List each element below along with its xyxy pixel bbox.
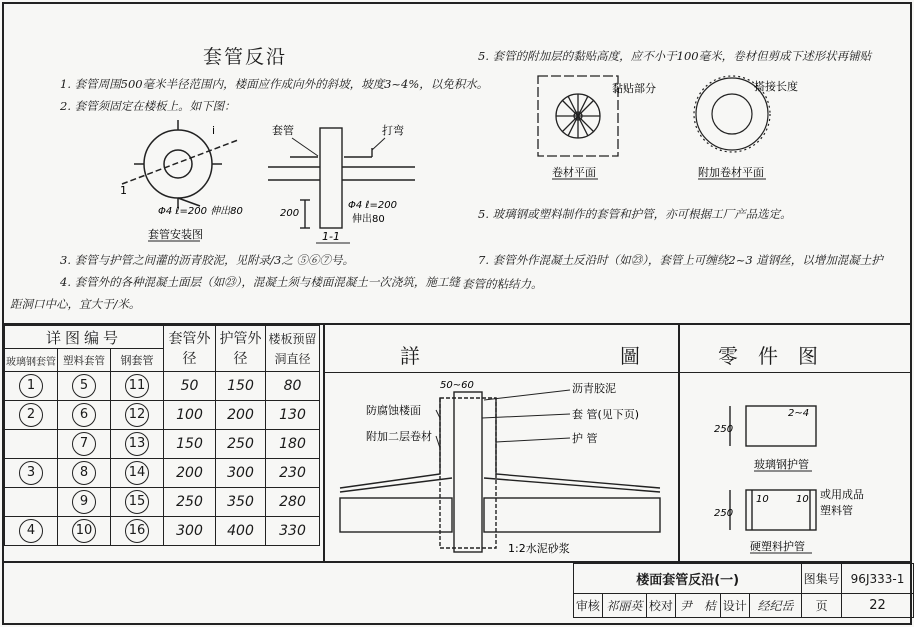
dim-10-b: 10	[796, 494, 809, 505]
fig-caption-install: 套管安装图	[148, 228, 203, 241]
plastic-no: 8	[72, 461, 96, 485]
bar-label-b: Φ4 ℓ=200	[348, 200, 398, 211]
plastic-no: 7	[72, 432, 96, 456]
steel-no: 15	[125, 490, 149, 514]
detail-section-drawing	[330, 378, 675, 558]
frp-no: 3	[19, 461, 43, 485]
table-row	[5, 488, 320, 517]
frp-no: 2	[19, 403, 43, 427]
sleeve-od: 200	[164, 459, 216, 488]
detail-guard: 护 管	[572, 432, 598, 445]
membrane-plan-figures	[520, 62, 820, 188]
sleeve-plan-drawing	[122, 120, 238, 208]
label-sleeve: 套管	[272, 124, 294, 137]
plastic-pipe: 塑料管	[820, 504, 853, 517]
note-7: 7. 套管外作混凝土反沿时（如㉓），套管上可缠绕2~3 道钢丝，以增加混凝土护	[478, 253, 883, 267]
title-block	[573, 563, 914, 618]
frp-empty	[5, 488, 58, 517]
detail-anticorrosion: 防腐蚀楼面	[366, 404, 421, 417]
dim-250-b: 250	[714, 508, 734, 519]
atlas-label: 图集号	[802, 564, 842, 594]
th-frp: 玻璃钢套管	[5, 349, 58, 372]
bar-label-b2: 伸出80	[352, 214, 385, 225]
detail-asphalt: 沥青胶泥	[572, 382, 616, 395]
page-label: 页	[802, 594, 842, 618]
hole-dia: 80	[266, 372, 320, 401]
sec-mark-a: i	[212, 124, 216, 137]
sleeve-install-figures	[100, 112, 470, 247]
sleeve-od: 50	[164, 372, 216, 401]
sleeve-od: 150	[164, 430, 216, 459]
section-caption: 1-1	[322, 230, 340, 243]
dim-250-a: 250	[714, 424, 734, 435]
add-roll-plan-caption: 附加卷材平面	[698, 166, 764, 179]
steel-no: 13	[125, 432, 149, 456]
label-bend: 打弯	[382, 124, 404, 137]
th-detail-no: 详图编号	[5, 326, 164, 349]
hole-dia: 130	[266, 401, 320, 430]
review-name: 祁丽英	[602, 594, 646, 618]
dim-200: 200	[280, 208, 300, 219]
plastic-no: 10	[72, 519, 96, 543]
frp-no: 4	[19, 519, 43, 543]
sleeve-od: 300	[164, 517, 216, 546]
label-overlap: 搭接长度	[754, 80, 798, 93]
hole-dia: 330	[266, 517, 320, 546]
plastic-no: 5	[72, 374, 96, 398]
page-no: 22	[842, 594, 914, 618]
detail-spec-table	[4, 325, 320, 546]
frp-empty	[5, 430, 58, 459]
guard-od: 300	[216, 459, 266, 488]
steel-no: 16	[125, 519, 149, 543]
parts-drawing	[700, 390, 905, 558]
note-2: 2. 套管须固定在楼板上。如下图：	[60, 99, 236, 113]
guard-od: 150	[216, 372, 266, 401]
sleeve-od: 100	[164, 401, 216, 430]
note-4-cont: 距洞口中心，宜大于/米。	[10, 297, 141, 311]
divider-detail	[323, 323, 325, 561]
divider-heading	[323, 372, 910, 373]
dim-10-a: 10	[756, 494, 769, 505]
check-label: 校对	[647, 594, 676, 618]
th-plastic: 塑料套管	[58, 349, 111, 372]
note-4: 4. 套管外的各种混凝土面层（如㉓），混凝土须与楼面混凝土一次浇筑，施工缝	[60, 275, 460, 289]
steel-no: 12	[125, 403, 149, 427]
table-row	[5, 401, 320, 430]
th-sleeve-od: 套管外径	[164, 326, 216, 372]
th-hole: 楼板预留洞直径	[266, 326, 320, 372]
design-name: 经纪岳	[749, 594, 802, 618]
hole-dia: 180	[266, 430, 320, 459]
note-7-cont: 套管的粘结力。	[462, 277, 543, 291]
frp-no: 1	[19, 374, 43, 398]
divider-parts	[678, 323, 680, 561]
note-3: 3. 套管与护管之间灌的沥青胶泥，见附录/3之 ⑤⑥⑦号。	[60, 253, 354, 267]
sleeve-od: 250	[164, 488, 216, 517]
guard-od: 350	[216, 488, 266, 517]
detail-sleeve: 套 管(见下页)	[572, 408, 640, 421]
review-label: 审核	[574, 594, 603, 618]
table-row	[5, 430, 320, 459]
detail-mortar: 1:2水泥砂浆	[508, 542, 570, 555]
label-bond-part: 黏贴部分	[612, 82, 656, 95]
table-row	[5, 372, 320, 401]
detail-extra-layers: 附加二层卷材	[366, 430, 432, 443]
table-row	[5, 459, 320, 488]
note-1: 1. 套管周围500毫米半径范围内，楼面应作成向外的斜坡，坡度3~4%，以免积水。	[60, 77, 489, 91]
atlas-no: 96J333-1	[842, 564, 914, 594]
roll-plan-drawing	[538, 76, 618, 156]
check-name: 尹 桔	[675, 594, 720, 618]
detail-heading: 詳 圖	[400, 344, 640, 368]
th-guard-od: 护管外径	[216, 326, 266, 372]
hole-dia: 280	[266, 488, 320, 517]
roll-plan-caption: 卷材平面	[552, 166, 596, 179]
hole-dia: 230	[266, 459, 320, 488]
design-label: 设计	[720, 594, 749, 618]
guard-od: 250	[216, 430, 266, 459]
parts-heading: 零 件 图	[718, 344, 818, 368]
guard-od: 400	[216, 517, 266, 546]
sec-mark-b: 1	[120, 184, 127, 197]
section-title: 套管反沿	[203, 46, 288, 68]
table-row	[5, 517, 320, 546]
th-steel: 钢套管	[111, 349, 164, 372]
plastic-no: 6	[72, 403, 96, 427]
dim-2-4: 2~4	[788, 408, 810, 419]
note-6: 5. 玻璃钢或塑料制作的套管和护管，亦可根据工厂产品选定。	[478, 207, 792, 221]
detail-dim: 50~60	[440, 380, 474, 391]
plastic-no: 9	[72, 490, 96, 514]
guard-od: 200	[216, 401, 266, 430]
or-plastic: 或用成品	[820, 488, 864, 501]
sheet-title: 楼面套管反沿(一)	[574, 564, 802, 594]
steel-no: 14	[125, 461, 149, 485]
frp-guard-caption: 玻璃钢护管	[754, 458, 809, 471]
hard-pvc-caption: 硬塑料护管	[750, 540, 805, 553]
note-5: 5. 套管的附加层的黏贴高度，应不小于100毫米，卷材但剪成下述形状再铺贴	[478, 49, 872, 63]
steel-no: 11	[125, 374, 149, 398]
bar-label-a: Φ4 ℓ=200 伸出80	[158, 206, 243, 217]
